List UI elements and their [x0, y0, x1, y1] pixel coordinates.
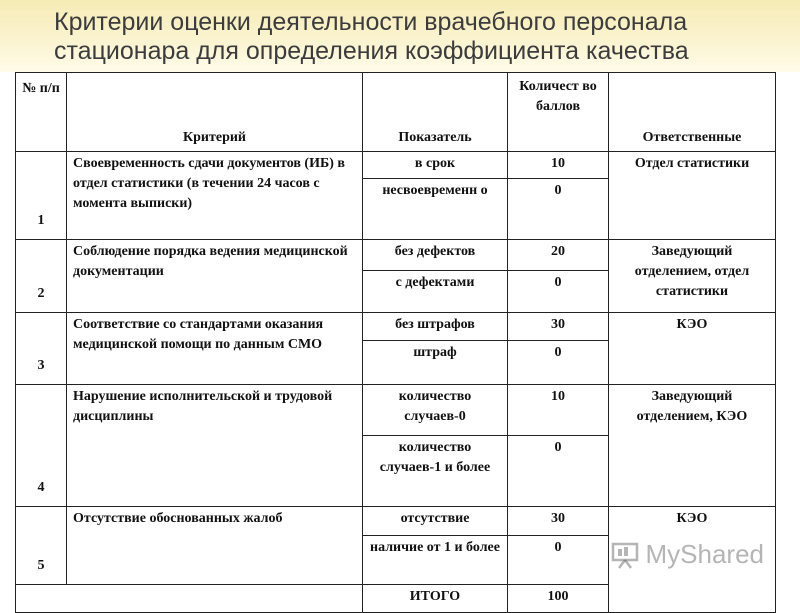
watermark [610, 539, 765, 570]
row-1-criterion: Своевременность сдачи документов (ИБ) в отдел статистики (в течении 24 часов с момента выписки) [67, 152, 363, 240]
row-4-points-2: 0 [508, 436, 609, 507]
header-points: Количест во баллов [508, 73, 609, 152]
slide-title [54, 8, 794, 66]
row-5-indicator-1: отсутствие [363, 507, 508, 536]
row-3-points-2: 0 [508, 341, 609, 385]
watermark-text: MyShared [645, 539, 764, 569]
row-4-points-1: 10 [508, 385, 609, 436]
presentation-board-icon [610, 541, 640, 569]
row-4-num: 4 [16, 385, 67, 507]
row-3-points-1: 30 [508, 313, 609, 341]
row-4-responsible: Заведующий отделением, КЭО [609, 385, 776, 507]
row-2-indicator-2: с дефектами [363, 271, 508, 313]
header-indicator: Показатель [363, 73, 508, 152]
row-2-responsible: Заведующий отделением, отдел статистики [609, 240, 776, 313]
total-empty-cell [16, 585, 363, 613]
row-5-criterion: Отсутствие обоснованных жалоб [67, 507, 363, 585]
row-2-indicator-1: без дефектов [363, 240, 508, 271]
total-points: 100 [508, 585, 609, 613]
table-row [16, 385, 776, 436]
row-3-indicator-2: штраф [363, 341, 508, 385]
row-2-points-1: 20 [508, 240, 609, 271]
criteria-table [15, 72, 776, 613]
table-row [16, 507, 776, 536]
table-row [16, 152, 776, 179]
row-3-indicator-1: без штрафов [363, 313, 508, 341]
row-3-num: 3 [16, 313, 67, 385]
header-responsible: Ответственные [609, 73, 776, 152]
total-label: ИТОГО [363, 585, 508, 613]
row-1-indicator-2: несвоевременн о [363, 179, 508, 240]
row-4-indicator-2: количество случаев-1 и более [363, 436, 508, 507]
table-header-row [16, 73, 776, 152]
row-2-points-2: 0 [508, 271, 609, 313]
row-1-indicator-1: в срок [363, 152, 508, 179]
row-3-responsible: КЭО [609, 313, 776, 385]
slide-title-line-2: стационара для определения коэффициента качества [54, 37, 689, 65]
row-5-points-1: 30 [508, 507, 609, 536]
row-5-responsible: КЭО [609, 507, 776, 613]
row-1-num: 1 [16, 152, 67, 240]
row-5-num: 5 [16, 507, 67, 585]
slide-title-line-1: Критерии оценки деятельности врачебного персонала [54, 8, 688, 36]
row-2-criterion: Соблюдение порядка ведения медицинской документации [67, 240, 363, 313]
header-num: № п/п [16, 73, 67, 152]
row-4-criterion: Нарушение исполнительской и трудовой дисциплины [67, 385, 363, 507]
row-4-indicator-1: количество случаев-0 [363, 385, 508, 436]
row-3-criterion: Соответствие со стандартами оказания медицинской помощи по данным СМО [67, 313, 363, 385]
table-row [16, 240, 776, 271]
row-2-num: 2 [16, 240, 67, 313]
header-criterion: Критерий [67, 73, 363, 152]
row-5-indicator-2: наличие от 1 и более [363, 536, 508, 585]
row-1-points-1: 10 [508, 152, 609, 179]
row-1-responsible: Отдел статистики [609, 152, 776, 240]
row-1-points-2: 0 [508, 179, 609, 240]
table-row [16, 313, 776, 341]
row-5-points-2: 0 [508, 536, 609, 585]
